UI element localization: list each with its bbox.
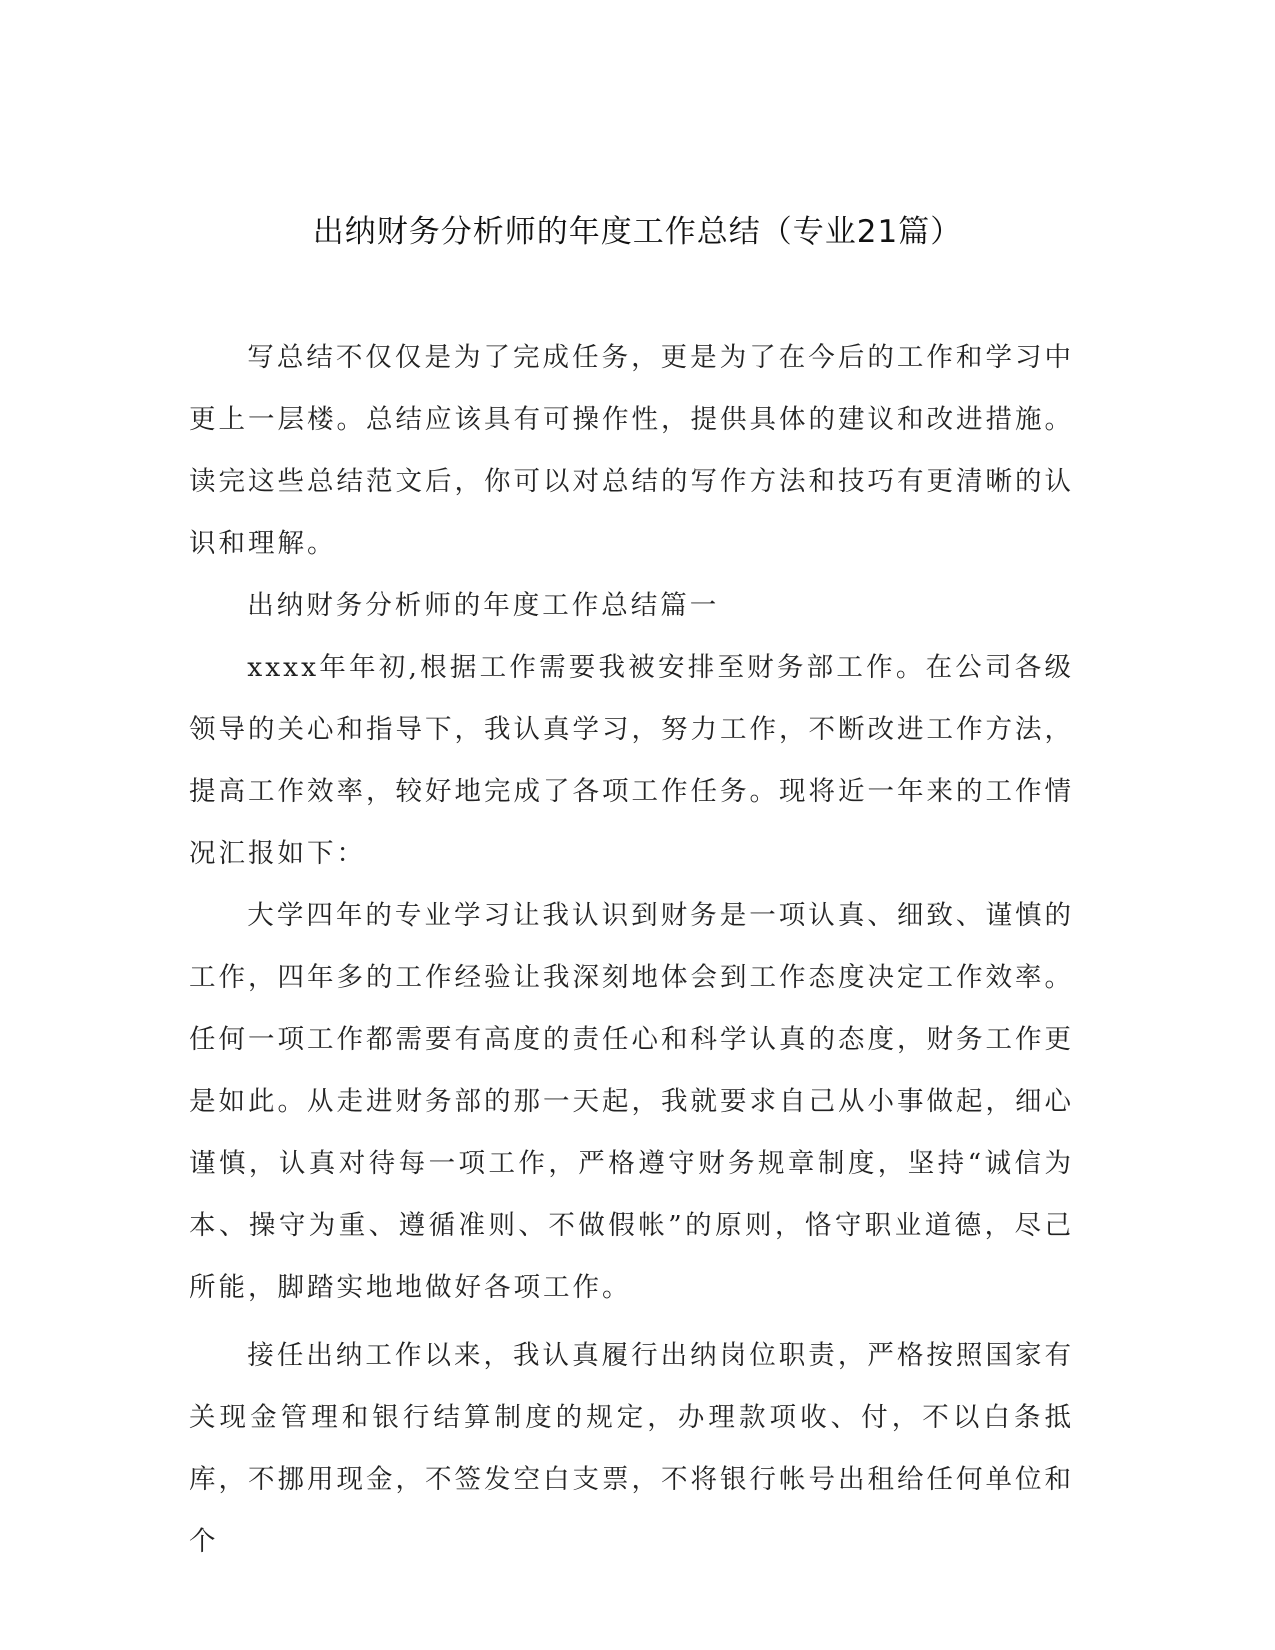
document-title: 出纳财务分析师的年度工作总结（专业21篇） [312,214,963,250]
body-paragraph: 大学四年的专业学习让我认识到财务是一项认真、细致、谨慎的工作，四年多的工作经验让我深刻地体会到工作态度决定工作效率。任何一项工作都需要有高度的责任心和科学认真的态度，财务工作更是如此。从走进财务部的那一天起，我就要求自己从小事做起，细心谨慎，认真对待每一项工作，严格遵守财务规章制度，坚持“诚信为本、操守为重、遵循准则、不做假帐”的原则，恪守职业道德，尽己所能，脚踏实地地做好各项工作。 [189,900,1074,1303]
body-paragraph: xxxx年年初,根据工作需要我被安排至财务部工作。在公司各级领导的关心和指导下，我认真学习，努力工作，不断改进工作方法，提高工作效率，较好地完成了各项工作任务。现将近一年来的工作情况汇报如下： [189,652,1074,869]
body-paragraph: 接任出纳工作以来，我认真履行出纳岗位职责，严格按照国家有关现金管理和银行结算制度的规定，办理款项收、付，不以白条抵库，不挪用现金，不签发空白支票，不将银行帐号出租给任何单位和个 [189,1340,1074,1557]
intro-paragraph: 写总结不仅仅是为了完成任务，更是为了在今后的工作和学习中更上一层楼。总结应该具有可操作性，提供具体的建议和改进措施。读完这些总结范文后，你可以对总结的写作方法和技巧有更清晰的认识和理解。 [189,342,1074,559]
document-body [189,327,1074,1573]
section-heading: 出纳财务分析师的年度工作总结篇一 [247,590,720,621]
